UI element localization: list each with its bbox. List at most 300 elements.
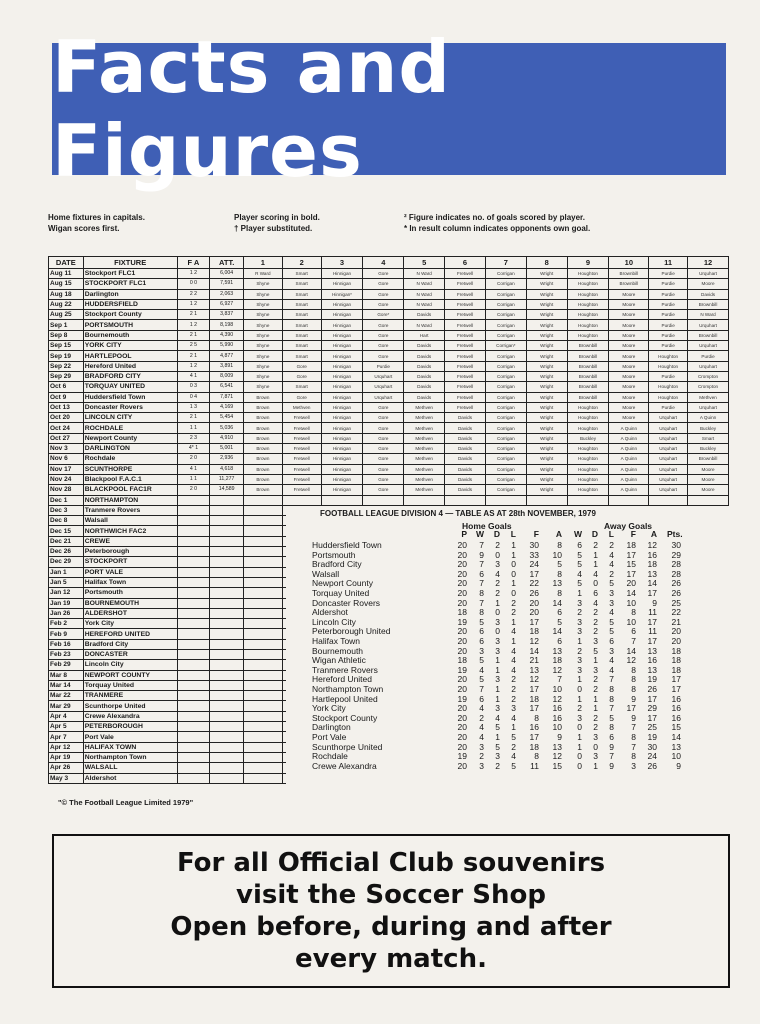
team-name: Portsmouth <box>312 549 356 560</box>
player-cell: Corrigan <box>485 330 526 340</box>
score-cell <box>177 763 210 773</box>
attendance-cell: 5,001 <box>210 444 244 454</box>
stat-cell: 4 <box>479 732 484 742</box>
player-cell: A Quinn <box>609 423 649 433</box>
player-cell: Shyne <box>243 341 282 351</box>
score-cell: 4 1 <box>177 371 210 381</box>
stat-cell: 13 <box>552 741 562 752</box>
league-column-header: P <box>461 529 467 539</box>
date-cell: May 3 <box>49 773 84 783</box>
score-cell <box>177 495 210 505</box>
stat-cell: 3 <box>495 559 500 570</box>
player-cell: Hart <box>404 330 445 340</box>
player-cell <box>243 691 282 701</box>
score-cell <box>177 567 210 577</box>
stat-cell: 18 <box>529 626 539 637</box>
player-cell: Houghton <box>567 279 609 289</box>
stat-cell: 2 <box>511 607 516 618</box>
player-cell: Buckley <box>688 423 729 433</box>
score-cell <box>177 598 210 608</box>
date-cell: Jan 5 <box>49 577 84 587</box>
stat-cell: 10 <box>552 684 562 694</box>
stat-cell: 12 <box>626 655 636 666</box>
player-cell: Brownbill <box>688 330 729 340</box>
player-cell: Gore <box>363 413 404 423</box>
player-cell: Houghton <box>649 392 688 402</box>
stat-cell: 4 <box>479 703 484 714</box>
player-cell <box>243 763 282 773</box>
score-cell <box>177 711 210 721</box>
player-cell <box>243 608 282 618</box>
column-header: 10 <box>609 257 649 269</box>
player-cell <box>243 567 282 577</box>
attendance-cell: 4,390 <box>210 330 244 340</box>
player-cell: Fretwell <box>445 269 486 279</box>
stat-cell: 18 <box>552 655 562 666</box>
stat-cell: 1 <box>495 597 500 608</box>
attendance-cell <box>210 547 244 557</box>
fixture-cell: PETERBOROUGH <box>83 722 177 732</box>
attendance-cell: 3,837 <box>210 310 244 320</box>
player-cell: Corrigan* <box>485 341 526 351</box>
stat-cell: 1 <box>577 741 582 752</box>
stat-cell: 8 <box>609 693 614 704</box>
note-line: Home fixtures in capitals. <box>48 213 145 222</box>
stat-cell: 9 <box>676 760 681 771</box>
stat-cell: 14 <box>626 588 636 598</box>
note-line: Wigan scores first. <box>48 224 120 233</box>
player-cell <box>243 547 282 557</box>
player-cell: Hinnigan <box>321 402 363 412</box>
stat-cell: 19 <box>457 693 467 704</box>
stat-cell: 3 <box>577 664 582 675</box>
player-cell: Corrigan <box>485 423 526 433</box>
fixture-cell: CREWE <box>83 536 177 546</box>
player-cell: Moore <box>609 320 649 330</box>
stat-cell: 5 <box>609 712 614 723</box>
player-cell: Shyne <box>243 351 282 361</box>
score-cell: 0 4 <box>177 392 210 402</box>
player-cell: Fretwell <box>282 485 321 495</box>
date-cell: Oct 9 <box>49 392 84 402</box>
copyright-note: "© The Football League Limited 1979" <box>58 798 194 807</box>
player-cell: Urquhart <box>688 320 729 330</box>
stat-cell: 1 <box>511 540 516 550</box>
stat-cell: 0 <box>577 684 582 694</box>
attendance-cell <box>210 742 244 752</box>
stat-cell: 1 <box>593 693 598 704</box>
date-cell: Apr 4 <box>49 711 84 721</box>
player-cell: Moore <box>609 371 649 381</box>
stat-cell: 20 <box>457 760 467 771</box>
date-cell: Mar 14 <box>49 680 84 690</box>
attendance-cell: 5,036 <box>210 423 244 433</box>
fixture-cell: Halifax Town <box>83 577 177 587</box>
stat-cell: 20 <box>457 559 467 570</box>
player-cell: Houghton <box>567 310 609 320</box>
table-row <box>49 310 729 320</box>
stat-cell: 0 <box>511 568 516 579</box>
score-cell: 0 0 <box>177 279 210 289</box>
date-cell: Jan 19 <box>49 598 84 608</box>
player-cell: Urquhart <box>363 371 404 381</box>
player-cell: Moore <box>609 299 649 309</box>
player-cell: Smart <box>282 382 321 392</box>
player-cell: Moore <box>688 485 729 495</box>
stat-cell: 8 <box>557 588 562 598</box>
stat-cell: 28 <box>671 559 681 570</box>
attendance-cell <box>210 567 244 577</box>
stat-cell: 10 <box>626 616 636 627</box>
attendance-cell: 4,877 <box>210 351 244 361</box>
stat-cell: 18 <box>647 559 657 570</box>
player-cell: Methven <box>404 485 445 495</box>
player-cell: Crompton <box>688 382 729 392</box>
fixture-cell: Hereford United <box>83 361 177 371</box>
score-cell <box>177 752 210 762</box>
date-cell: Jan 26 <box>49 608 84 618</box>
stat-cell: 16 <box>552 712 562 723</box>
player-cell: Hinnigan <box>321 464 363 474</box>
attendance-cell <box>210 588 244 598</box>
date-cell: Apr 12 <box>49 742 84 752</box>
stat-cell: 7 <box>557 674 562 685</box>
stat-cell: 2 <box>479 751 484 762</box>
stat-cell: 2 <box>511 693 516 704</box>
league-column-header: D <box>493 529 500 539</box>
player-cell <box>567 495 609 505</box>
date-cell: Sep 15 <box>49 341 84 351</box>
player-cell: Wright <box>526 433 567 443</box>
player-cell: Purdie <box>649 289 688 299</box>
player-cell: Houghton <box>567 330 609 340</box>
player-cell <box>649 495 688 505</box>
score-cell: 2 1 <box>177 330 210 340</box>
attendance-cell: 2,936 <box>210 454 244 464</box>
player-cell: Urquhart <box>363 382 404 392</box>
stat-cell: 16 <box>671 693 681 704</box>
stat-cell: 8 <box>631 664 636 675</box>
attendance-cell: 14,589 <box>210 485 244 495</box>
advert-line: Open before, during and after <box>170 912 612 942</box>
table-row <box>49 351 729 361</box>
fixture-cell: TORQUAY UNITED <box>83 382 177 392</box>
attendance-cell: 5,454 <box>210 413 244 423</box>
player-cell: Brownbill <box>567 351 609 361</box>
player-cell: Wright <box>526 485 567 495</box>
player-cell <box>243 742 282 752</box>
fixture-cell: TRANMERE <box>83 691 177 701</box>
stat-cell: 0 <box>577 751 582 762</box>
stat-cell: 4 <box>593 568 598 579</box>
fixture-cell: York City <box>83 619 177 629</box>
date-cell: Nov 17 <box>49 464 84 474</box>
column-header: ATT. <box>210 257 244 269</box>
date-cell: Dec 15 <box>49 526 84 536</box>
player-cell: Brownbill <box>567 392 609 402</box>
stat-cell: 0 <box>495 607 500 618</box>
player-cell: Brown <box>243 392 282 402</box>
player-cell: Gore <box>363 279 404 289</box>
column-header: 4 <box>363 257 404 269</box>
stat-cell: 33 <box>529 549 539 560</box>
player-cell: Hinnigan <box>321 392 363 402</box>
player-cell: Smart <box>282 279 321 289</box>
player-cell: Davids <box>404 351 445 361</box>
stat-cell: 10 <box>552 549 562 560</box>
stat-cell: 3 <box>479 760 484 771</box>
stat-cell: 16 <box>647 549 657 560</box>
stat-cell: 17 <box>626 549 636 560</box>
player-cell: Fretwell <box>445 382 486 392</box>
player-cell: Houghton <box>567 464 609 474</box>
fixture-cell: PORT VALE <box>83 567 177 577</box>
player-cell: Houghton <box>567 423 609 433</box>
player-cell: Brown <box>243 464 282 474</box>
stat-cell: 18 <box>671 655 681 666</box>
stat-cell: 17 <box>647 588 657 598</box>
team-name: Newport County <box>312 578 373 589</box>
stat-cell: 1 <box>495 655 500 666</box>
stat-cell: 24 <box>529 559 539 570</box>
player-cell <box>243 680 282 690</box>
stat-cell: 1 <box>593 703 598 714</box>
stat-cell: 24 <box>647 751 657 762</box>
player-cell: Houghton <box>567 454 609 464</box>
score-cell: 4 1 <box>177 464 210 474</box>
player-cell: Wright <box>526 454 567 464</box>
team-name: Bournemouth <box>312 645 364 656</box>
player-cell: Purdie <box>649 341 688 351</box>
team-name: Lincoln City <box>312 616 356 627</box>
stat-cell: 3 <box>495 645 500 656</box>
player-cell: Wright <box>526 392 567 402</box>
player-cell: Urquhart <box>649 464 688 474</box>
advert-line: every match. <box>295 944 487 974</box>
player-cell: Corrigan <box>485 382 526 392</box>
stat-cell: 0 <box>593 741 598 752</box>
column-header: F A <box>177 257 210 269</box>
fixture-cell: Rochdale <box>83 454 177 464</box>
stat-cell: 15 <box>626 559 636 570</box>
fixture-cell: BOURNEMOUTH <box>83 598 177 608</box>
player-cell: Methven <box>404 433 445 443</box>
stat-cell: 20 <box>671 636 681 646</box>
player-cell: Moore <box>609 351 649 361</box>
table-row <box>49 444 729 454</box>
player-cell: Wright <box>526 330 567 340</box>
stat-cell: 1 <box>495 693 500 704</box>
fixture-cell: ALDERSHOT <box>83 608 177 618</box>
date-cell: Oct 24 <box>49 423 84 433</box>
score-cell: 2 3 <box>177 433 210 443</box>
player-cell: Davids <box>445 464 486 474</box>
player-cell <box>526 495 567 505</box>
stat-cell: 10 <box>552 722 562 733</box>
column-header: 12 <box>688 257 729 269</box>
score-cell <box>177 577 210 587</box>
stat-cell: 14 <box>671 732 681 742</box>
player-cell <box>243 732 282 742</box>
fixture-cell: STOCKPORT FLC1 <box>83 279 177 289</box>
title-banner <box>52 25 726 193</box>
player-cell: Brown <box>243 413 282 423</box>
stat-cell: 0 <box>577 760 582 771</box>
stat-cell: 20 <box>457 588 467 598</box>
player-cell: Shyne <box>243 289 282 299</box>
stat-cell: 13 <box>552 578 562 589</box>
stat-cell: 1 <box>577 693 582 704</box>
attendance-cell <box>210 701 244 711</box>
stat-cell: 29 <box>647 703 657 714</box>
player-cell <box>243 536 282 546</box>
stat-cell: 2 <box>495 578 500 589</box>
attendance-cell: 2,063 <box>210 289 244 299</box>
player-cell <box>243 773 282 783</box>
player-cell <box>688 495 729 505</box>
team-name: Northampton Town <box>312 684 384 694</box>
date-cell: Mar 29 <box>49 701 84 711</box>
stat-cell: 4 <box>609 655 614 666</box>
player-cell: Urquhart <box>649 433 688 443</box>
player-cell: Urquhart <box>688 402 729 412</box>
player-cell: Urquhart <box>649 454 688 464</box>
player-cell: Gore <box>363 433 404 443</box>
stat-cell: 14 <box>529 645 539 656</box>
date-cell: Sep 8 <box>49 330 84 340</box>
player-cell <box>243 516 282 526</box>
stat-cell: 17 <box>647 712 657 723</box>
stat-cell: 1 <box>495 732 500 742</box>
column-header: 3 <box>321 257 363 269</box>
player-cell: Fretwell <box>282 464 321 474</box>
player-cell: Davids <box>404 392 445 402</box>
player-cell: Smart <box>282 351 321 361</box>
score-cell <box>177 691 210 701</box>
date-cell: Apr 19 <box>49 752 84 762</box>
stat-cell: 8 <box>609 722 614 733</box>
player-cell: Corrigan <box>485 310 526 320</box>
player-cell: Corrigan <box>485 392 526 402</box>
date-cell: Sep 29 <box>49 371 84 381</box>
stat-cell: 3 <box>593 636 598 646</box>
stat-cell: 4 <box>593 597 598 608</box>
league-column-header: A <box>555 529 562 539</box>
stat-cell: 6 <box>479 568 484 579</box>
attendance-cell <box>210 670 244 680</box>
score-cell <box>177 639 210 649</box>
player-cell: Fretwell <box>282 444 321 454</box>
player-cell: Urquhart <box>649 474 688 484</box>
player-cell: Moore <box>609 330 649 340</box>
stat-cell: 8 <box>631 607 636 618</box>
stat-cell: 2 <box>479 712 484 723</box>
attendance-cell <box>210 722 244 732</box>
player-cell: Brown <box>243 444 282 454</box>
stat-cell: 3 <box>577 655 582 666</box>
stat-cell: 11 <box>530 760 539 771</box>
player-cell: Wright <box>526 361 567 371</box>
player-cell: Purdie <box>649 310 688 320</box>
player-cell: Corrigan <box>485 351 526 361</box>
player-cell: Shyne <box>243 299 282 309</box>
stat-cell: 16 <box>552 703 562 714</box>
stat-cell: 5 <box>495 722 500 733</box>
stat-cell: 13 <box>647 645 657 656</box>
stat-cell: 20 <box>457 712 467 723</box>
player-cell: Houghton <box>567 299 609 309</box>
score-cell <box>177 516 210 526</box>
stat-cell: 4 <box>577 568 582 579</box>
player-cell: Davids <box>404 341 445 351</box>
player-cell: Crompton <box>688 371 729 381</box>
stat-cell: 30 <box>671 540 681 550</box>
stat-cell: 12 <box>529 636 539 646</box>
team-name: Halifax Town <box>312 636 361 646</box>
stat-cell: 20 <box>457 568 467 579</box>
league-column-header: F <box>630 529 636 539</box>
attendance-cell: 7,871 <box>210 392 244 402</box>
stat-cell: 3 <box>631 760 636 771</box>
player-cell: Urquhart <box>649 413 688 423</box>
player-cell: A Quinn <box>609 464 649 474</box>
stat-cell: 3 <box>495 674 500 685</box>
stat-cell: 3 <box>609 588 614 598</box>
fixture-cell: Lincoln City <box>83 660 177 670</box>
player-cell <box>445 495 486 505</box>
stat-cell: 20 <box>457 636 467 646</box>
stat-cell: 12 <box>647 540 657 550</box>
player-cell: Purdie <box>649 320 688 330</box>
stat-cell: 5 <box>577 578 582 589</box>
stat-cell: 3 <box>495 616 500 627</box>
player-cell: Davids <box>404 371 445 381</box>
stat-cell: 28 <box>671 568 681 579</box>
player-cell: Smart <box>282 299 321 309</box>
stat-cell: 0 <box>495 626 500 637</box>
stat-cell: 4 <box>511 645 516 656</box>
stat-cell: 3 <box>609 645 614 656</box>
attendance-cell <box>210 680 244 690</box>
stat-cell: 5 <box>557 616 562 627</box>
stat-cell: 4 <box>511 664 516 675</box>
stat-cell: 13 <box>552 645 562 656</box>
score-cell: 2 0 <box>177 454 210 464</box>
player-cell: Shyne <box>243 361 282 371</box>
player-cell <box>243 639 282 649</box>
player-cell: Methven <box>282 402 321 412</box>
player-cell: Smart <box>282 289 321 299</box>
player-cell: Purdie <box>649 279 688 289</box>
notes-left <box>48 212 145 234</box>
team-name: Stockport County <box>312 712 378 723</box>
player-cell: Corrigan <box>485 413 526 423</box>
player-cell: Corrigan <box>485 279 526 289</box>
player-cell <box>243 526 282 536</box>
player-cell: Moore <box>688 464 729 474</box>
stat-cell: 5 <box>479 616 484 627</box>
player-cell: Houghton <box>567 289 609 299</box>
stat-cell: 11 <box>648 607 657 618</box>
stat-cell: 20 <box>529 597 539 608</box>
player-cell: Moore <box>609 289 649 299</box>
player-cell: Fretwell <box>445 402 486 412</box>
player-cell: Corrigan <box>485 402 526 412</box>
league-column-header: F <box>533 529 539 539</box>
league-column-header: Pts. <box>667 529 683 539</box>
stat-cell: 13 <box>647 568 657 579</box>
date-cell: Jan 12 <box>49 588 84 598</box>
